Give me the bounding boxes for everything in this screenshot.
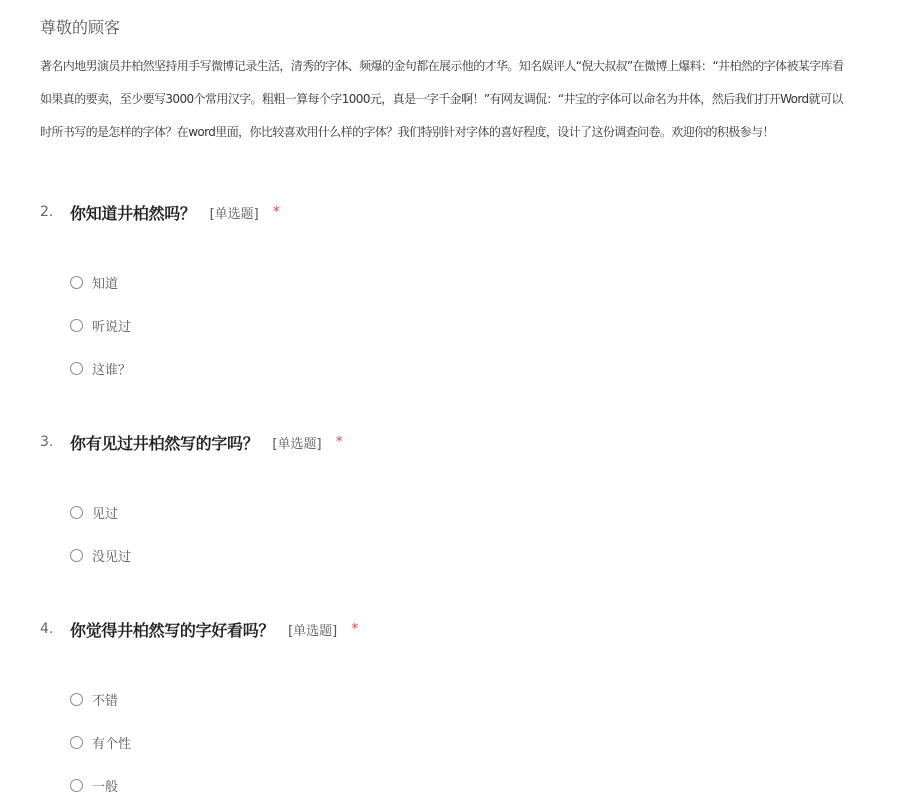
question-title: 你知道井柏然吗？ xyxy=(70,203,196,223)
question-title: 你有见过井柏然写的字吗？ xyxy=(70,433,259,453)
option-label: 一般 xyxy=(92,779,119,795)
option-not-seen[interactable] xyxy=(70,545,131,565)
option-know[interactable] xyxy=(70,272,118,292)
option-label: 见过 xyxy=(92,506,119,522)
intro-text-line: 如果真的要卖，至少要写3000个常用汉字。粗粗一算每个字1000元，真是一字千金啊！”有网友调侃：“井宝的字体可以命名为井体，然后我们打开Word就可以 xyxy=(40,92,843,106)
radio-button[interactable] xyxy=(70,549,83,562)
radio-button[interactable] xyxy=(70,319,83,332)
option-who-is-this[interactable] xyxy=(70,358,131,378)
greeting-heading: 尊敬的顾客 xyxy=(40,18,121,37)
question-type-label: [单选题] xyxy=(288,623,338,639)
option-label: 不错 xyxy=(92,693,119,709)
option-label: 这谁？ xyxy=(92,362,132,378)
question-number: 2. xyxy=(40,204,54,220)
question-number: 3. xyxy=(40,434,54,450)
radio-button[interactable] xyxy=(70,362,83,375)
question-number: 4. xyxy=(40,621,54,637)
question-4-header xyxy=(40,617,358,641)
question-type-label: [单选题] xyxy=(272,436,322,452)
radio-button[interactable] xyxy=(70,779,83,792)
option-label: 知道 xyxy=(92,276,119,292)
intro-text-line: 著名内地男演员井柏然坚持用手写微博记录生活，清秀的字体、频爆的金句都在展示他的才华。知名娱评人“倪大叔叔”在微博上爆料：“井柏然的字体被某字库看 xyxy=(40,59,844,73)
radio-button[interactable] xyxy=(70,736,83,749)
radio-button[interactable] xyxy=(70,276,83,289)
required-mark: * xyxy=(351,621,359,637)
radio-button[interactable] xyxy=(70,506,83,519)
option-average[interactable] xyxy=(70,775,118,795)
option-distinctive[interactable] xyxy=(70,732,131,752)
question-title: 你觉得井柏然写的字好看吗？ xyxy=(70,620,275,640)
option-label: 没见过 xyxy=(92,549,132,565)
option-seen[interactable] xyxy=(70,502,118,522)
question-3-header xyxy=(40,430,343,454)
option-heard-of[interactable] xyxy=(70,315,131,335)
option-good[interactable] xyxy=(70,689,118,709)
intro-text-line: 时所书写的是怎样的字体？在word里面，你比较喜欢用什么样的字体？我们特别针对字体的喜好程度，设计了这份调查问卷。欢迎你的积极参与！ xyxy=(40,125,774,139)
radio-button[interactable] xyxy=(70,693,83,706)
required-mark: * xyxy=(272,204,280,220)
question-2-header xyxy=(40,200,280,224)
required-mark: * xyxy=(335,434,343,450)
question-type-label: [单选题] xyxy=(209,206,259,222)
option-label: 听说过 xyxy=(92,319,132,335)
option-label: 有个性 xyxy=(92,736,132,752)
